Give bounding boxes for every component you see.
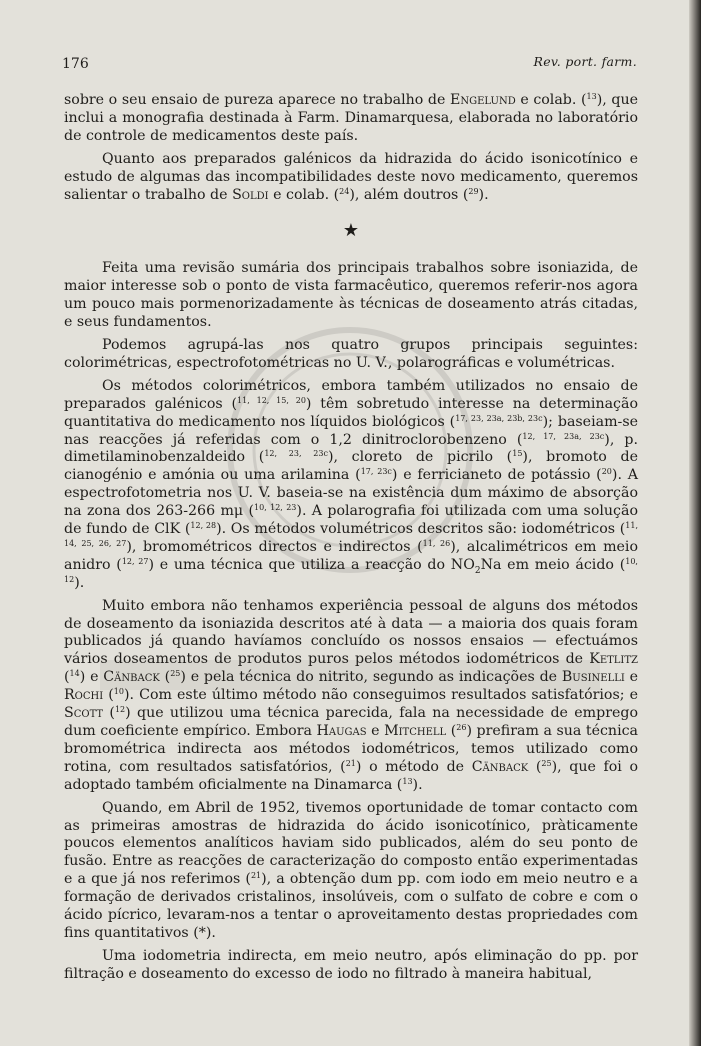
paragraph: Uma iodometria indirecta, em meio neutro, após eliminação do pp. por filtração e doseamento do excesso de iodo no filtrado à maneira habitual, <box>64 947 638 982</box>
author-name: Scott <box>64 705 104 722</box>
author-name: Ketlitz <box>589 651 638 668</box>
citation-ref: 15 <box>512 449 523 459</box>
citation-ref: 10, 12 <box>64 556 638 584</box>
citation-ref: 13 <box>586 92 597 101</box>
citation-ref: 24 <box>339 186 350 196</box>
paragraph: Feita uma revisão sumária dos principais trabalhos sobre isoniazida, de maior interesse sob o ponto de vista farmacêutico, queremos referir-nos agora um pouco mais pormenorizadamente às técnicas de doseamento atrás citadas, e seus fundamentos. <box>64 260 638 331</box>
paragraph: sobre o seu ensaio de pureza aparece no trabalho de Engelund e colab. ($^{13}$), que inclui a monografia destinada à Farm. Dinamarquesa, elaborada no laboratório de controle de medicamentos deste país. <box>64 92 638 144</box>
author-name: Mitchell <box>384 723 447 739</box>
citation-ref: 12, 27 <box>121 556 149 566</box>
citation-ref: 20 <box>601 467 612 477</box>
citation-ref: 10 <box>113 687 124 697</box>
paragraph: Quando, em Abril de 1952, tivemos oportunidade de tomar contacto com as primeiras amostras de hidrazida do ácido isonicotínico, pràticamente poucos elementos analíticos haviam sido publicados, além do seu ponto de fusão. Entre as reacções de caracterização do composto então experimentadas e a que já nos referimos ($^{21}$), a obtenção dum pp. com iodo em meio neutro e a formação de derivados cristalinos, insolúveis, com o sulfato de cobre e com o ácido pícrico, levaram-nos a tentar o aproveitamento destas propriedades com fins quantitativos (*). <box>64 799 639 941</box>
citation-ref: 12, 17, 23a, 23c <box>522 431 605 441</box>
citation-ref: 13 <box>402 776 413 786</box>
citation-ref: 12, 28 <box>190 521 217 531</box>
author-name: Engelund <box>450 92 516 108</box>
citation-ref: 21 <box>250 871 262 881</box>
citation-ref: 17, 23c <box>360 467 392 477</box>
author-name: Rochi <box>64 687 104 704</box>
subscript: 2 <box>474 565 481 576</box>
citation-ref: 21 <box>345 758 356 768</box>
citation-ref: 10, 12, 23 <box>254 503 297 513</box>
citation-ref: 11, 14, 25, 26, 27 <box>64 521 638 548</box>
page-number: 176 <box>62 56 89 72</box>
citation-ref: 25 <box>170 669 181 679</box>
section-separator-star: ★ <box>342 220 360 242</box>
author-name: Soldi <box>232 186 269 203</box>
citation-ref: 11, 26 <box>422 538 451 548</box>
author-name: Businelli <box>561 669 625 686</box>
citation-ref: 12, 23, 23c <box>264 449 328 459</box>
paragraph: Quanto aos preparados galénicos da hidrazida do ácido isonicotínico e estudo de algumas das incompatibilidades deste novo medicamento, queremos salientar o trabalho de Soldi e colab. ($^{24}$), além doutros ($^{29}$). <box>64 150 638 203</box>
citation-ref: 25 <box>541 758 552 768</box>
citation-ref: 17, 23, 23a, 23b, 23c <box>455 413 543 423</box>
author-name: Cänback <box>471 758 529 775</box>
paragraph: Os métodos colorimétricos, embora também utilizados no ensaio de preparados galénicos ($^{11, 12, 15, 20}$) têm sobretudo interesse na determinação quantitativa do medicamento nos líquidos biológicos ($^{17, 23, 23a, 23b, 23c}$); baseiam-se nas reacções já referidas com o 1,2 dinitroclorobenzeno ($^{12, 17, 23a, 23c}$), p. dimetilaminobenzaldeido ($^{12, 23, 23c}$), cloreto de picrilo ($^{15}$), bromoto de cianogénio e amónia ou uma arilamina ($^{17, 23c}$) e ferricianeto de potássio ($^{20}$). A espectrofotometria nos U. V. baseia-se na existência dum máximo de absorção na zona dos 263-266 mμ ($^{10, 12, 23}$). A polarografia foi utilizada com uma solução de fundo de ClK ($^{12, 28}$). Os métodos volumétricos descritos são: iodométricos ($^{11, 14, 25, 26, 27}$), bromométricos directos e indirectos ($^{11, 26}$), alcalimétricos em meio anidro ($^{12, 27}$) e uma técnica que utiliza a reacção do $NO_2Na$ em meio ácido ($^{10, 12}$). <box>64 377 639 591</box>
page-edge-shadow <box>689 0 701 1046</box>
citation-ref: 14 <box>69 669 80 679</box>
citation-ref: 26 <box>456 723 467 732</box>
paragraph: Muito embora não tenhamos experiência pessoal de alguns dos métodos de doseamento da isoniazida descritos até à data — a maioria dos quais foram publicados já quando havíamos concluído os nossos ensaios — efectuámos vários doseamentos de produtos puros pelos métodos iodométricos de Ketlitz ($^{14}$) e Cänback ($^{25}$) e pela técnica do nitrito, segundo as indicações de Businelli e Rochi ($^{10}$). Com este último método não conseguimos resultados satisfatórios; e Scott ($^{12}$) que utilizou uma técnica parecida, fala na necessidade de emprego dum coeficiente empírico. Embora Haugas e Mitchell ($^{26}$) prefiram a sua técnica bromométrica indirecta aos métodos iodométricos, temos utilizado como rotina, com resultados satisfatórios, ($^{21}$) o método de Cänback ($^{25}$), que foi o adoptado também oficialmente na Dinamarca ($^{13}$). <box>64 597 639 793</box>
citation-ref: 12 <box>114 705 126 715</box>
paragraph: Podemos agrupá-las nos quatro grupos principais seguintes: colorimétricas, espectrofotométricas no U. V., polarográficas e volumétricas. <box>64 336 638 371</box>
author-name: Haugas <box>316 723 367 739</box>
citation-ref: 11, 12, 15, 20 <box>237 395 306 405</box>
citation-ref: 29 <box>468 186 479 196</box>
journal-title: Rev. port. farm. <box>533 54 637 69</box>
running-header <box>62 56 637 76</box>
article-body <box>64 92 638 984</box>
author-name: Cänback <box>103 669 160 686</box>
